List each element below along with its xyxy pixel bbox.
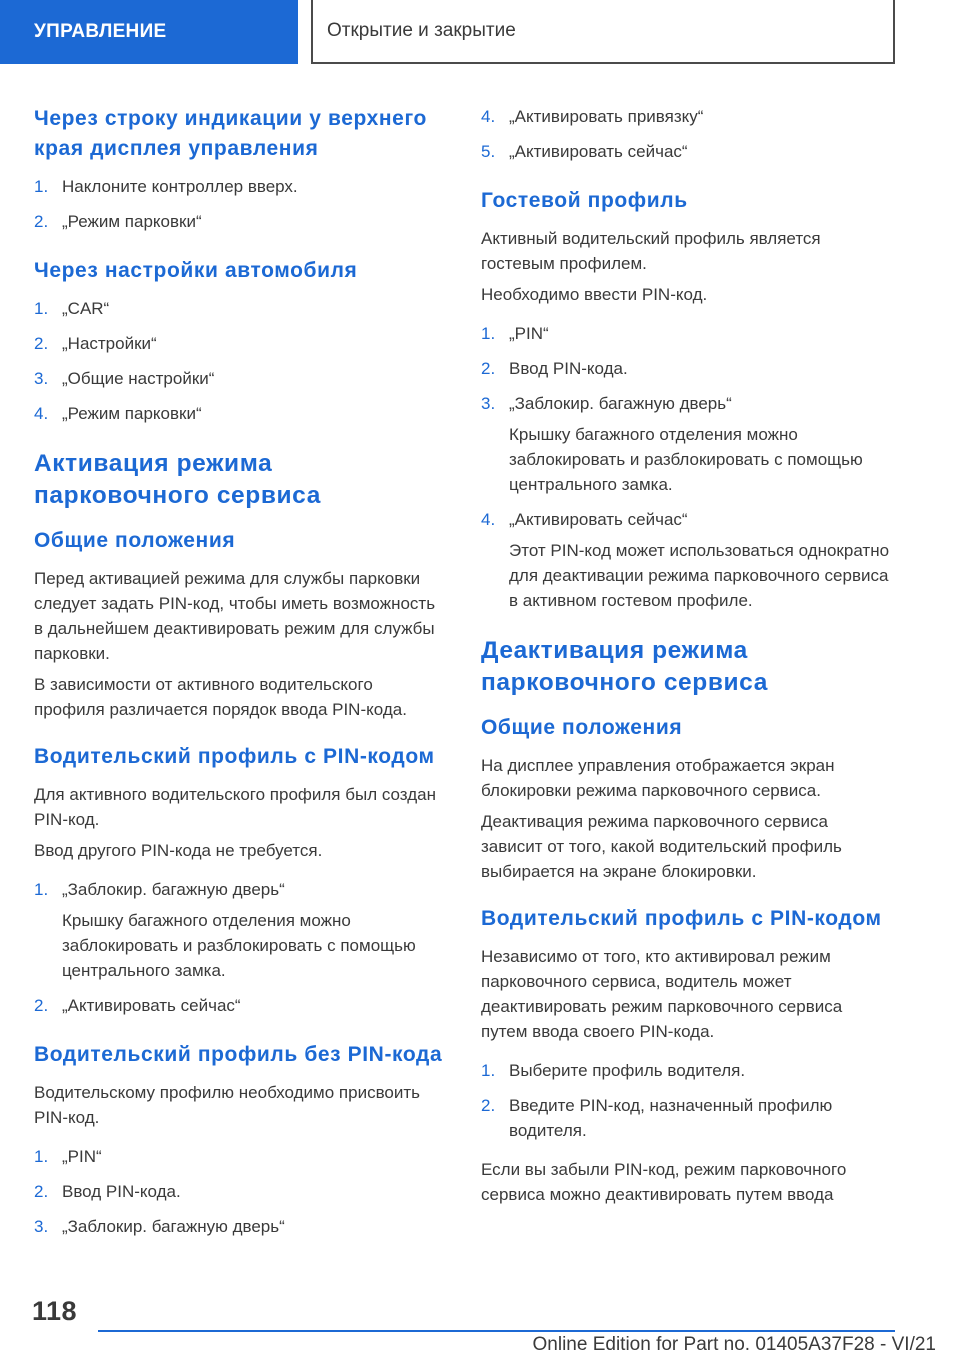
heading-deactivate-valet-mode: Деактивация режима парковочного сервиса — [481, 637, 768, 696]
paragraph: Деактивация режима парковочного сервиса зависит от того, какой водительский профиль выбирается на экране блокировки. — [481, 812, 842, 881]
footer-divider — [98, 1330, 895, 1332]
list-item — [34, 877, 444, 983]
list-vehicle-steps — [34, 296, 444, 426]
step-number: 4. — [34, 404, 49, 423]
list-without-pin-steps — [34, 1144, 444, 1239]
paragraph: Активный водительский профиль является гостевым профилем. — [481, 229, 821, 273]
step-number: 1. — [34, 177, 49, 196]
step-text: „Режим парковки“ — [62, 404, 202, 423]
list-item — [34, 331, 444, 356]
step-number: 1. — [34, 880, 49, 899]
step-number: 3. — [481, 394, 496, 413]
step-text: „Активировать сейчас“ — [509, 142, 688, 161]
list-deactivate-steps — [481, 1058, 893, 1143]
step-text: „Заблокир. багажную дверь“ — [62, 1217, 285, 1236]
list-item — [481, 507, 893, 613]
step-number: 2. — [481, 1096, 496, 1115]
edition-note: Online Edition for Part no. 01405A37F28 - VI/21 — [532, 1334, 936, 1355]
step-number: 1. — [34, 1147, 49, 1166]
heading-profile-without-pin: Водительский профиль без PIN-кода — [34, 1043, 443, 1066]
paragraph: Необходимо ввести PIN-код. — [481, 285, 708, 304]
list-with-pin-steps — [34, 877, 444, 1018]
step-text: „Активировать сейчас“ — [62, 996, 241, 1015]
step-text: „Заблокир. багажную дверь“ — [509, 394, 732, 413]
paragraph: На дисплее управления отображается экран блокировки режима парковочного сервиса. — [481, 756, 835, 800]
step-number: 3. — [34, 369, 49, 388]
step-number: 2. — [34, 212, 49, 231]
heading-via-display-bar: Через строку индикации у верхнего края дисплея управления — [34, 107, 427, 160]
heading-via-vehicle-settings: Через настройки автомобиля — [34, 259, 358, 282]
paragraph: Перед активацией режима для службы парковки следует задать PIN-код, чтобы иметь возможность в дальнейшем деактивировать режим для службы парковки. — [34, 569, 436, 663]
paragraph: В зависимости от активного водительского профиля различается порядок ввода PIN-кода. — [34, 675, 407, 719]
step-number: 4. — [481, 107, 496, 126]
step-text: „Общие настройки“ — [62, 369, 215, 388]
list-item — [34, 401, 444, 426]
step-number: 1. — [481, 1061, 496, 1080]
step-text: „Режим парковки“ — [62, 212, 202, 231]
step-note: Крышку багажного отделения можно заблокировать и разблокировать с помощью центрального замка. — [509, 425, 863, 494]
step-text: Ввод PIN-кода. — [509, 359, 628, 378]
step-number: 1. — [481, 324, 496, 343]
chapter-title: УПРАВЛЕНИЕ — [34, 21, 167, 42]
step-text: „Заблокир. багажную дверь“ — [62, 880, 285, 899]
paragraph: Водительскому профилю необходимо присвоить PIN-код. — [34, 1083, 421, 1127]
paragraph: Независимо от того, кто активировал режим парковочного сервиса, водитель может деактивировать режим парковочного сервиса путем ввода своего PIN-кода. — [481, 947, 843, 1041]
section-title: Открытие и закрытие — [327, 20, 516, 41]
list-item — [34, 174, 444, 199]
list-item — [481, 139, 893, 164]
list-item — [481, 321, 893, 346]
step-text: Ввод PIN-кода. — [62, 1182, 181, 1201]
list-item — [34, 1214, 444, 1239]
heading-general: Общие положения — [34, 529, 236, 552]
list-item — [481, 391, 893, 497]
list-item — [34, 209, 444, 234]
heading-activate-valet-mode: Активация режима парковочного сервиса — [34, 450, 321, 509]
step-note: Крышку багажного отделения можно заблокировать и разблокировать с помощью центрального замка. — [62, 911, 416, 980]
list-item — [34, 1179, 444, 1204]
step-number: 1. — [34, 299, 49, 318]
step-number: 2. — [34, 1182, 49, 1201]
list-guest-steps — [481, 321, 893, 613]
list-item — [481, 104, 893, 129]
list-item — [34, 1144, 444, 1169]
step-number: 2. — [34, 334, 49, 353]
step-number: 2. — [481, 359, 496, 378]
right-column — [481, 104, 893, 1213]
step-text: „PIN“ — [509, 324, 549, 343]
list-item — [34, 296, 444, 321]
step-number: 2. — [34, 996, 49, 1015]
step-text: „PIN“ — [62, 1147, 102, 1166]
step-text: Введите PIN-код, назначенный профилю водителя. — [509, 1096, 833, 1140]
list-item — [481, 1058, 893, 1083]
page-number: 118 — [32, 1296, 78, 1326]
step-number: 4. — [481, 510, 496, 529]
paragraph: Для активного водительского профиля был создан PIN-код. — [34, 785, 436, 829]
step-note: Этот PIN-код может использоваться однократно для деактивации режима парковочного сервиса в активном гостевом профиле. — [509, 541, 890, 610]
list-item — [34, 993, 444, 1018]
list-continued-steps — [481, 104, 893, 164]
paragraph: Если вы забыли PIN-код, режим парковочного сервиса можно деактивировать путем ввода — [481, 1160, 847, 1204]
chapter-tab — [0, 0, 298, 64]
left-column — [34, 104, 444, 1253]
section-header — [311, 0, 895, 64]
list-item — [481, 1093, 893, 1143]
heading-guest-profile: Гостевой профиль — [481, 189, 688, 212]
heading-profile-with-pin: Водительский профиль с PIN-кодом — [34, 745, 435, 768]
step-text: Выберите профиль водителя. — [509, 1061, 746, 1080]
heading-general: Общие положения — [481, 716, 683, 739]
list-display-steps — [34, 174, 444, 234]
step-text: „Активировать привязку“ — [509, 107, 704, 126]
paragraph: Ввод другого PIN-кода не требуется. — [34, 841, 323, 860]
step-text: Наклоните контроллер вверх. — [62, 177, 298, 196]
step-text: „Активировать сейчас“ — [509, 510, 688, 529]
step-text: „CAR“ — [62, 299, 110, 318]
list-item — [34, 366, 444, 391]
step-number: 3. — [34, 1217, 49, 1236]
step-number: 5. — [481, 142, 496, 161]
list-item — [481, 356, 893, 381]
heading-profile-with-pin: Водительский профиль с PIN-кодом — [481, 907, 882, 930]
step-text: „Настройки“ — [62, 334, 157, 353]
